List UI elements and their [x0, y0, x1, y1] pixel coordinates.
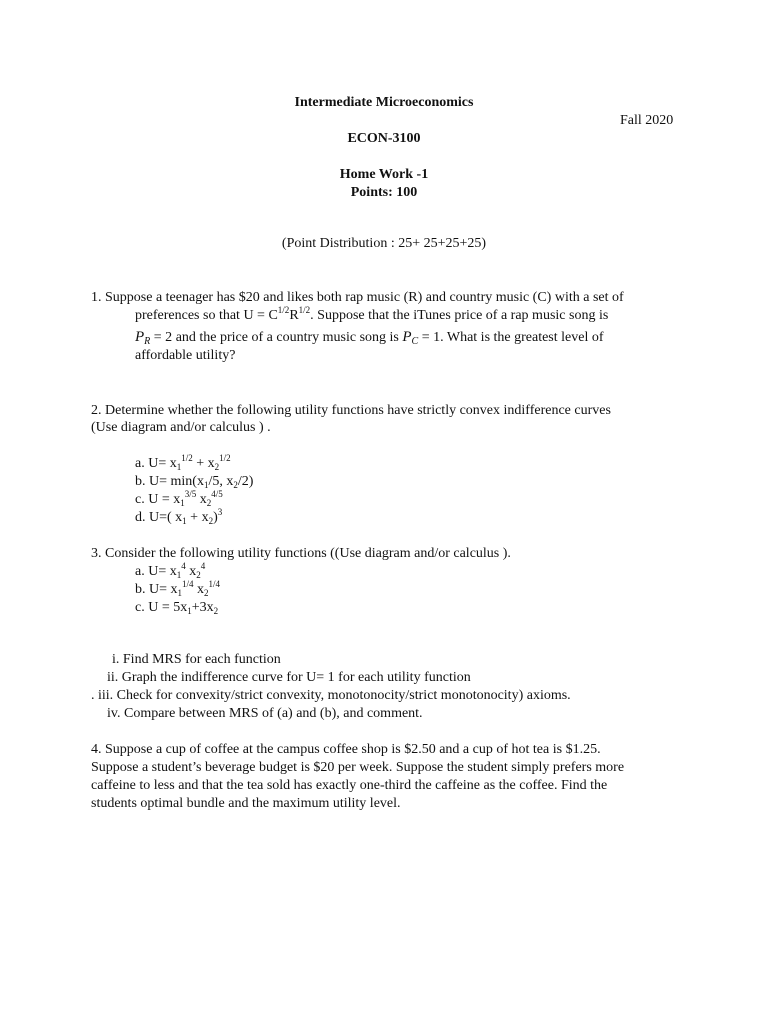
q2-item-c: c. $U = x_1^{3/5}$ $x_2^{4/5}$ [135, 489, 223, 508]
q2-line1: 2. Determine whether the following utility functions have strictly convex indifference curves [91, 403, 611, 418]
q3-subitem-iii: . iii. Check for convexity/strict convexity, monotonocity/strict monotonocity) axioms. [91, 688, 571, 703]
term: Fall 2020 [620, 113, 674, 128]
q3-item-a: a. $U= x_1^4$ $x_2^4$ [135, 561, 206, 580]
q4-line3: caffeine to less and that the tea sold has exactly one-third the caffeine as the coffee. Find the [91, 778, 608, 793]
q3-subitem-iv: iv. Compare between MRS of (a) and (b), and comment. [107, 706, 423, 721]
q4-line4: students optimal bundle and the maximum utility level. [91, 796, 401, 811]
q1-line1: 1. Suppose a teenager has $20 and likes both rap music (R) and country music (C) with a set of [91, 290, 624, 305]
q1-line3: $P_R = 2$ and the price of a country music song is $P_C = 1$. What is the greatest level of [135, 329, 604, 347]
q2-item-a: a. $U= x_1^{1/2} + x_2^{1/2}$ [135, 453, 231, 472]
points: Points: 100 [350, 185, 418, 200]
course-title: Intermediate Microeconomics [294, 95, 474, 110]
q3-subitem-ii: ii. Graph the indifference curve for U= 1 for each utility function [107, 670, 471, 685]
q3-item-b: b. $U= x_1^{1/4}$ $x_2^{1/4}$ [135, 579, 221, 598]
q3-subitem-i: i. Find MRS for each function [112, 652, 281, 667]
q3-item-c: c. $U = 5x_1+3x_2$ [135, 600, 219, 616]
q2-item-d: d. U=( $x_1 + x_2)^3$ [135, 507, 223, 526]
point-distribution: (Point Distribution : 25+ 25+25+25) [281, 236, 487, 251]
q2-item-b: b. $U= \min(x_1/5$, $x_2/2$) [135, 474, 254, 490]
q1-line4: affordable utility? [135, 348, 236, 363]
q4-line2: Suppose a student’s beverage budget is $20 per week. Suppose the student simply prefers more [91, 760, 625, 775]
q2-line2: (Use diagram and/or calculus ) . [91, 420, 271, 435]
q1-line2: preferences so that $U = C^{1/2}R^{1/2}$. Suppose that the iTunes price of a rap music song is [135, 305, 609, 323]
q3-line1: 3. Consider the following utility functions ((Use diagram and/or calculus ). [91, 546, 511, 561]
q4-line1: 4. Suppose a cup of coffee at the campus coffee shop is $2.50 and a cup of hot tea is $1.25. [91, 742, 601, 757]
course-code: ECON-3100 [347, 131, 421, 146]
homework-title: Home Work -1 [339, 167, 429, 182]
